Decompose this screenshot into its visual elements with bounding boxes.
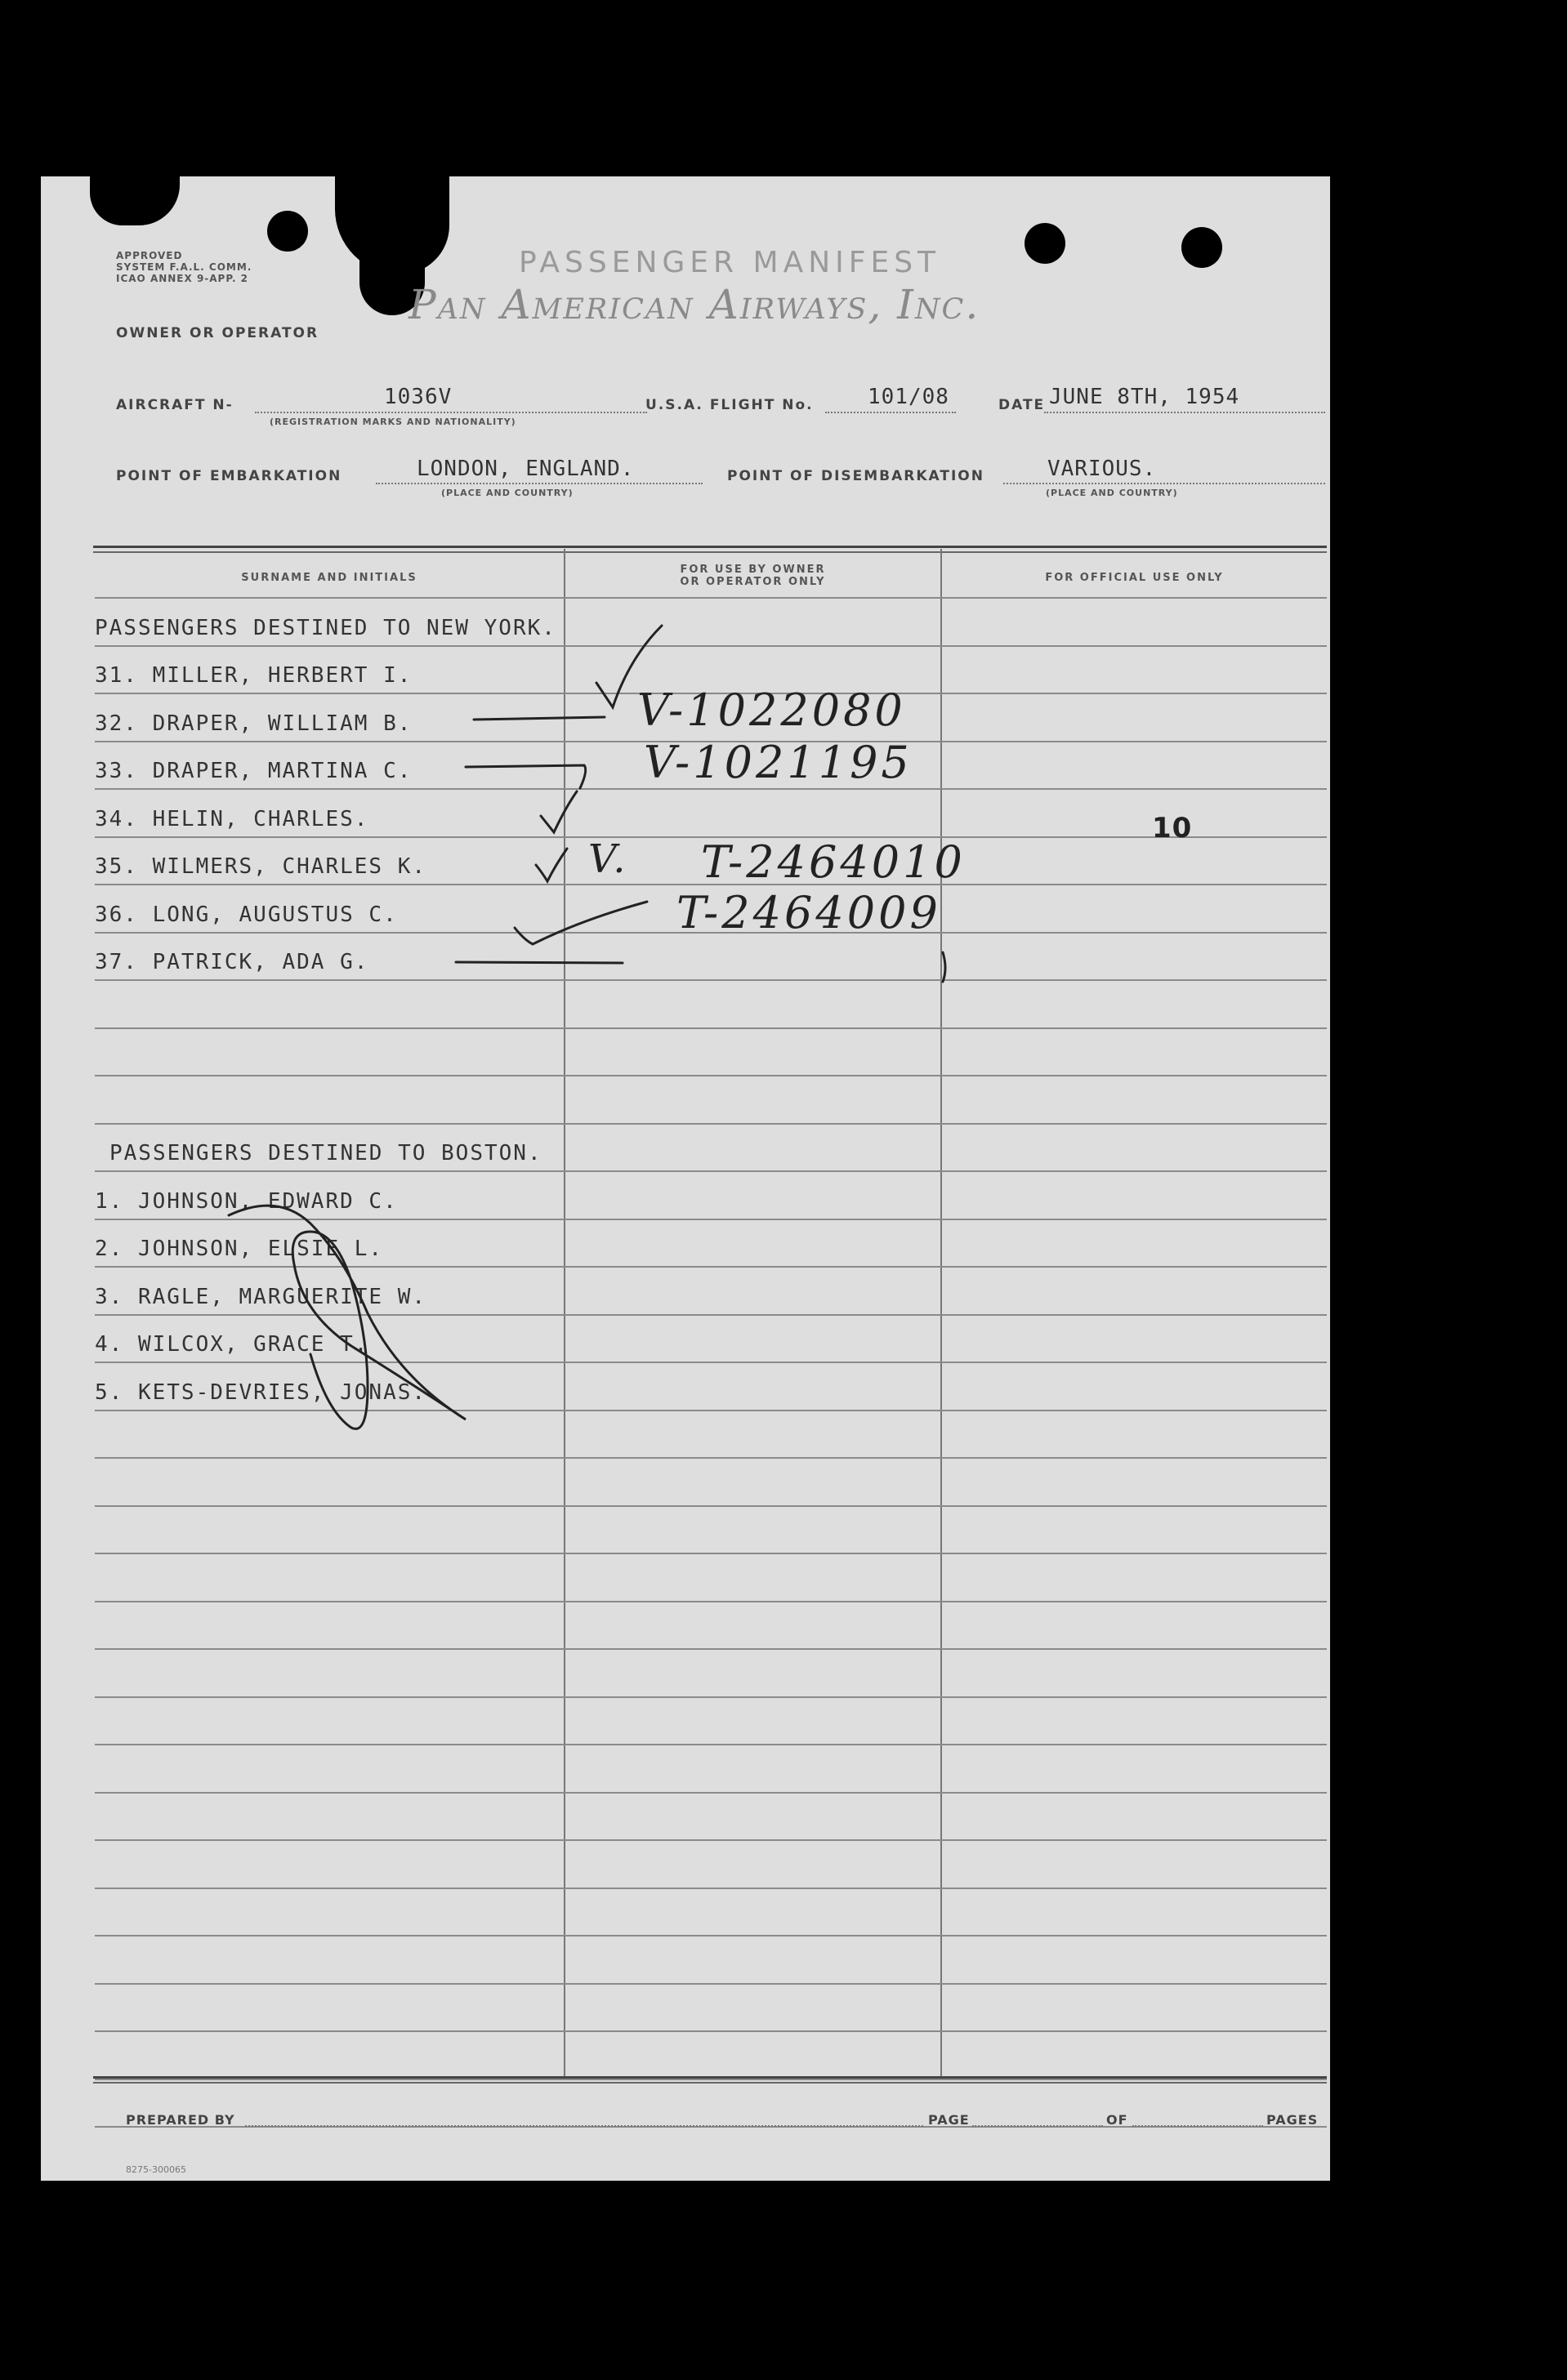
aircraft-value: 1036V (384, 385, 453, 409)
col-header-owner: FOR USE BY OWNER OR OPERATOR ONLY (680, 564, 826, 588)
owner-label: OWNER OR OPERATOR (116, 325, 319, 341)
handwritten-visa-32: V-1022080 (637, 684, 906, 736)
passenger-row: 35. WILMERS, CHARLES K. (95, 854, 427, 879)
dash-32 (474, 717, 605, 720)
airline-name: Pan American Airways, Inc. (408, 281, 980, 328)
col-header-surname: SURNAME AND INITIALS (241, 572, 417, 584)
handwritten-visa-35: T-2464010 (701, 836, 966, 888)
dash-33 (466, 765, 586, 788)
embark-sub: (PLACE AND COUNTRY) (441, 488, 574, 498)
flight-value: 101/08 (868, 385, 949, 409)
flight-label: U.S.A. FLIGHT No. (645, 397, 814, 413)
disembark-value: VARIOUS. (1047, 457, 1157, 481)
of-dotline (1132, 2125, 1263, 2127)
embark-label: POINT OF EMBARKATION (116, 468, 342, 484)
aircraft-label: AIRCRAFT N- (116, 397, 234, 413)
end-stroke-37 (943, 952, 945, 982)
prepared-by-dotline (245, 2125, 923, 2127)
passenger-row: 32. DRAPER, WILLIAM B. (95, 711, 413, 736)
check-mark-new-york (596, 626, 662, 707)
passenger-row: 3. RAGLE, MARGUERITE W. (95, 1284, 427, 1309)
passenger-row: 36. LONG, AUGUSTUS C. (95, 902, 398, 927)
disembark-sub: (PLACE AND COUNTRY) (1046, 488, 1178, 498)
passenger-row: 4. WILCOX, GRACE T. (95, 1332, 369, 1357)
manifest-title: PASSENGER MANIFEST (519, 246, 941, 279)
passenger-row: 5. KETS-DEVRIES, JONAS. (95, 1379, 427, 1405)
page-label: PAGE (928, 2112, 970, 2128)
date-value: JUNE 8TH, 1954 (1049, 385, 1240, 409)
dash-37 (456, 962, 623, 963)
of-label: OF (1106, 2112, 1128, 2128)
check-mark-34 (541, 791, 577, 832)
passenger-row: 34. HELIN, CHARLES. (95, 806, 369, 831)
passenger-row: 1. JOHNSON, EDWARD C. (95, 1188, 398, 1214)
pen-marks (41, 176, 1330, 2181)
check-mark-36 (515, 902, 647, 944)
aircraft-sub: (REGISTRATION MARKS AND NATIONALITY) (270, 417, 516, 427)
official-note: 10 (1152, 812, 1193, 845)
section-heading-boston: PASSENGERS DESTINED TO BOSTON. (109, 1141, 542, 1165)
loop-boston (229, 1206, 466, 1428)
handwritten-visa-37: T-2464009 (676, 887, 941, 938)
col-header-official: FOR OFFICIAL USE ONLY (1045, 572, 1224, 584)
section-heading-new-york: PASSENGERS DESTINED TO NEW YORK. (95, 615, 556, 640)
prepared-by-label: PREPARED BY (126, 2112, 235, 2128)
handwritten-visa-33: V-1021195 (644, 737, 913, 788)
check-mark-35 (536, 849, 567, 881)
handwritten-v-35: V. (588, 836, 629, 882)
form-number: 8275-300065 (126, 2164, 186, 2175)
passenger-row: 37. PATRICK, ADA G. (95, 950, 369, 974)
page-dotline (972, 2125, 1103, 2127)
approval-block: APPROVED SYSTEM F.A.L. COMM. ICAO ANNEX 9-APP. 2 (116, 250, 252, 284)
passenger-row: 31. MILLER, HERBERT I. (95, 663, 413, 688)
disembark-label: POINT OF DISEMBARKATION (727, 468, 984, 484)
passenger-row: 33. DRAPER, MARTINA C. (95, 759, 413, 783)
pages-label: PAGES (1266, 2112, 1319, 2128)
embark-value: LONDON, ENGLAND. (417, 457, 635, 481)
manifest-sheet (41, 176, 1330, 2181)
date-label: DATE (998, 397, 1046, 413)
table-bottom-rule (93, 2076, 1327, 2084)
passenger-row: 2. JOHNSON, ELSIE L. (95, 1237, 384, 1261)
